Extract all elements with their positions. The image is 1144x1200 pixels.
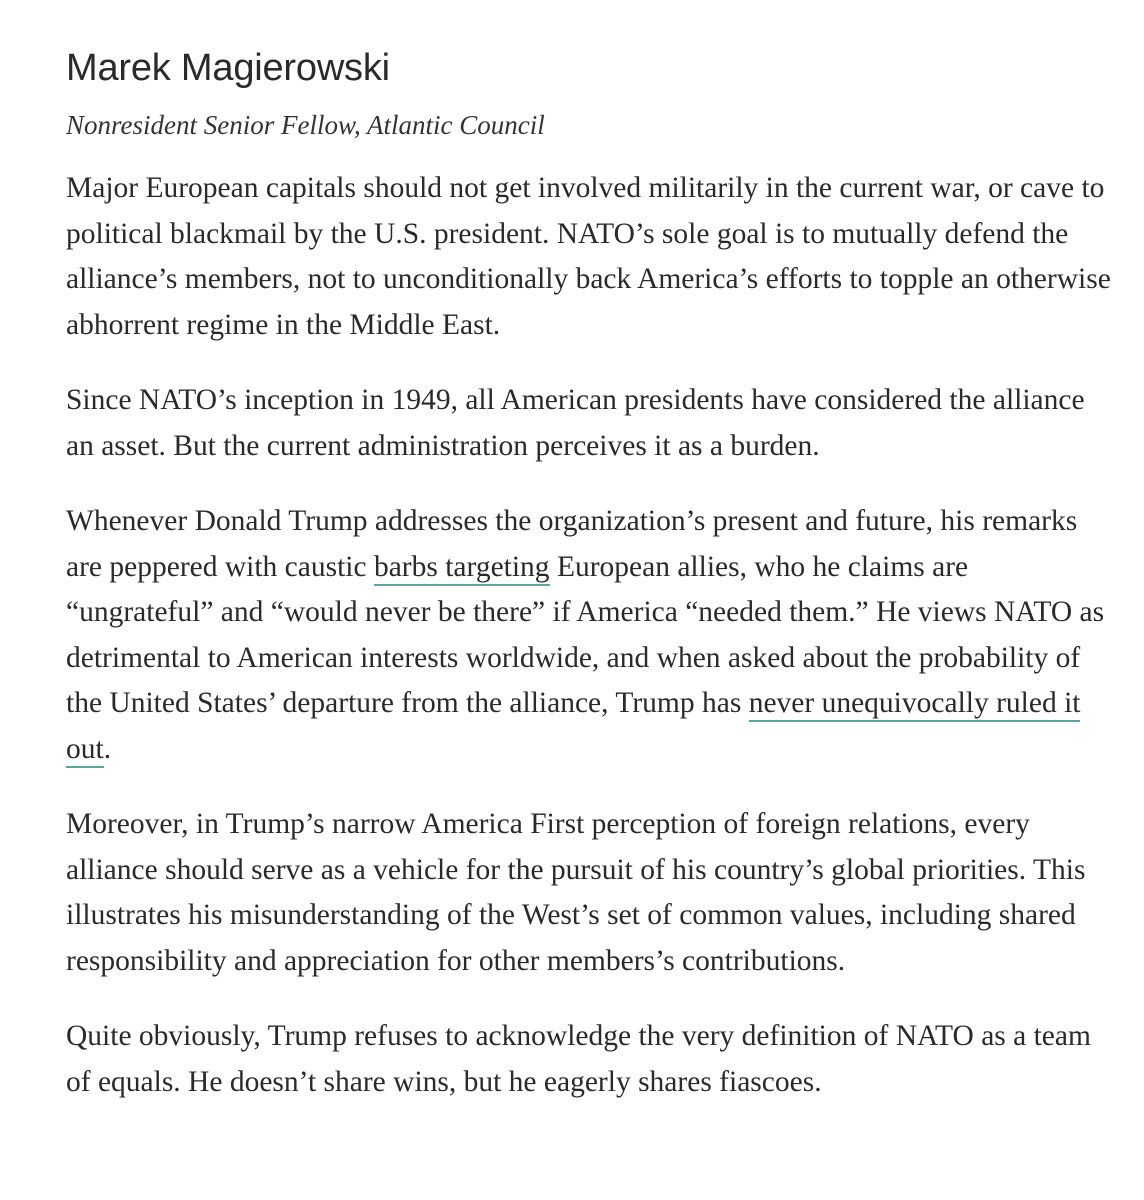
never-ruled-out-link[interactable]: never unequivocally ruled it out [66, 687, 1080, 768]
paragraph-4: Moreover, in Trump’s narrow America First perception of foreign relations, every alliance should serve as a vehicle for the pursuit of his country’s global priorities. This illustrates his misunderstanding of the West’s set of common values, including shared responsibility and appreciation for other members’s contributions. [66, 808, 1086, 977]
paragraph-3-text-start: Whenever Donald Trump addresses the organization’s present and future, his remarks are peppered with caustic [66, 505, 1078, 583]
paragraph-1: Major European capitals should not get involved militarily in the current war, or cave to political blackmail by the U.S. president. NATO’s sole goal is to mutually defend the alliance’s members, not to unconditionally back America’s efforts to topple an otherwise abhorrent regime in the Middle East. [66, 172, 1111, 341]
paragraph-3-text-middle: European allies, who he claims are “ungrateful” and “would never be there” if America “needed them.” He views NATO as detrimental to American interests worldwide, and when asked about the probability of the United States’ departure from the alliance, Trump has [66, 550, 1105, 719]
paragraph-3 [66, 499, 1116, 772]
paragraph-5: Quite obviously, Trump refuses to acknowledge the very definition of NATO as a team of equals. He doesn’t share wins, but he eagerly shares fiascoes. [66, 1020, 1091, 1098]
article [66, 40, 1116, 1105]
barbs-targeting-link[interactable]: barbs targeting [374, 551, 550, 586]
paragraph-3-text-end: . [103, 732, 112, 765]
author-name: Marek Magierowski [66, 47, 390, 89]
paragraph-2: Since NATO’s inception in 1949, all American presidents have considered the alliance an asset. But the current administration perceives it as a burden. [66, 384, 1085, 462]
author-title: Nonresident Senior Fellow, Atlantic Council [66, 110, 545, 140]
